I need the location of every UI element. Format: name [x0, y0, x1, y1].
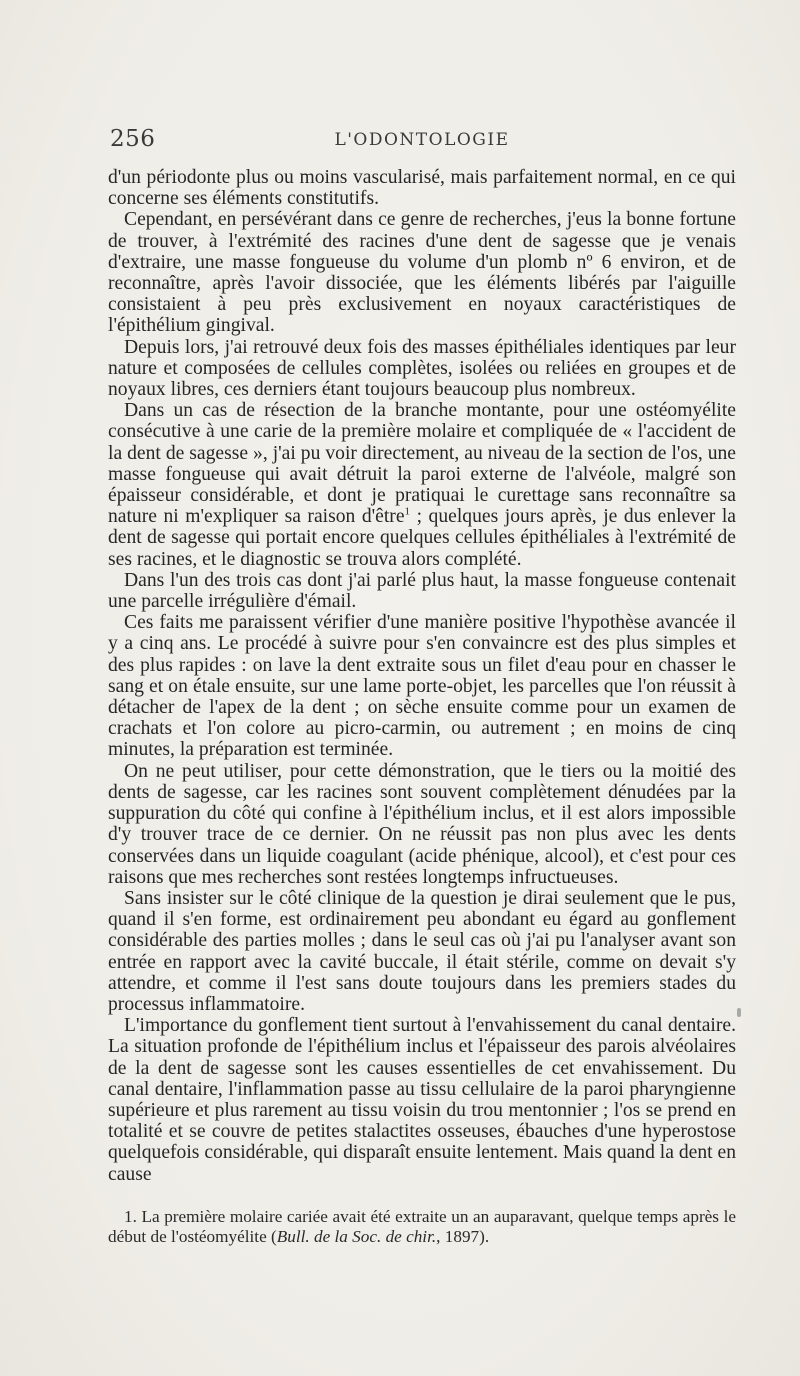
body-text	[108, 167, 736, 1185]
paragraph-3: Depuis lors, j'ai retrouvé deux fois des masses épithéliales identiques par leur nature et composées de cellules complètes, isolées ou reliées en groupes et de noyaux libres, ces derniers étant toujours beaucoup plus nombreux.	[108, 336, 736, 401]
page-number: 256	[110, 126, 156, 152]
footnote-number: 1.	[124, 1207, 137, 1226]
paragraph-4-text-a: Dans un cas de résection de la branche montante, pour une ostéomyélite consécutive à une carie de la première molaire et compliquée de « l'accident de la dent de sagesse », j'ai pu voir directement, au niveau de la section de l'os, une masse fongueuse qui avait détruit la paroi externe de l'alvéole, malgré son épaisseur considérable, et dont je pratiquai le curettage sans reconnaître sa nature ni m'expliquer sa raison d'être	[108, 400, 736, 528]
paragraph-7: On ne peut utiliser, pour cette démonstration, que le tiers ou la moitié des dents de sagesse, car les racines sont souvent complètement dénudées par la suppuration du côté qui confine à l'épithélium inclus, et il est alors impossible d'y trouver trace de ce dernier. On ne réussit pas non plus avec les dents conservées dans un liquide coagulant (acide phénique, alcool), et c'est pour ces raisons que mes recherches sont restées longtemps infructueuses.	[108, 760, 736, 888]
paragraph-2: Cependant, en persévérant dans ce genre de recherches, j'eus la bonne fortune de trouver, à l'extrémité des racines d'une dent de sagesse que je venais d'extraire, une masse fongueuse du volume d'un plomb nº 6 environ, et de reconnaître, après l'avoir dissociée, que les éléments libérés par l'aiguille consistaient à peu près exclusivement en noyaux caractéristiques de l'épithélium gingival.	[108, 209, 736, 337]
page-header	[110, 126, 734, 156]
paper-speck	[737, 1008, 741, 1017]
paragraph-6: Ces faits me paraissent vérifier d'une manière positive l'hypothèse avancée il y a cinq ans. Le procédé à suivre pour s'en convaincre est des plus simples et des plus rapides : on lave la dent extraite sous un filet d'eau pour en chasser le sang et on étale ensuite, sur une lame porte-objet, les parcelles que l'on réussit à détacher de l'apex de la dent ; on sèche ensuite comme pour un examen de crachats et l'on colore au picro-carmin, ou autrement ; en moins de cinq minutes, la préparation est terminée.	[108, 612, 736, 761]
footnote-citation: Bull. de la Soc. de chir.	[276, 1226, 437, 1246]
paragraph-8: Sans insister sur le côté clinique de la question je dirai seulement que le pus, quand il s'en forme, est ordinairement peu abondant eu égard au gonflement considérable des parties molles ; dans le seul cas où j'ai pu l'analyser avant son entrée en rapport avec la cavité buccale, il était stérile, comme on devait s'y attendre, et comme il l'est sans doute toujours dans les premiers stades du processus inflammatoire.	[108, 887, 736, 1015]
paragraph-5: Dans l'un des trois cas dont j'ai parlé plus haut, la masse fongueuse contenait une parcelle irrégulière d'émail.	[108, 569, 736, 613]
footnote-tail: , 1897).	[436, 1226, 490, 1246]
paragraph-1: d'un périodonte plus ou moins vascularisé, mais parfaitement normal, en ce qui concerne ses éléments constitutifs.	[108, 167, 736, 210]
paragraph-4-text-b: ; quelques jours après, je dus enlever la dent de sagesse qui portait encore quelques cellules épithéliales à l'extrémité de ses racines, et le diagnostic se trouva alors complété.	[108, 506, 737, 570]
paragraph-4	[108, 400, 736, 570]
footnote-1	[108, 1207, 736, 1246]
paragraph-9: L'importance du gonflement tient surtout à l'envahissement du canal dentaire. La situation profonde de l'épithélium inclus et l'épaisseur des parois alvéolaires de la dent de sagesse sont les causes essentielles de cet envahissement. Du canal dentaire, l'inflammation passe au tissu cellulaire de la paroi pharyngienne supérieure et plus rarement au tissu voisin du trou mentonnier ; l'os se prend en totalité et se couvre de petites stalactites osseuses, ébauches d'une hyperostose quelquefois considérable, qui disparaît ensuite lentement. Mais quand la dent en cause	[108, 1015, 736, 1185]
footnote-text: La première molaire cariée avait été extraite un an auparavant, quelque temps après le début de l'ostéomyélite (	[108, 1207, 736, 1246]
footnotes	[108, 1207, 736, 1246]
running-head: L'ODONTOLOGIE	[334, 130, 510, 150]
footnote-reference: 1	[404, 505, 411, 518]
